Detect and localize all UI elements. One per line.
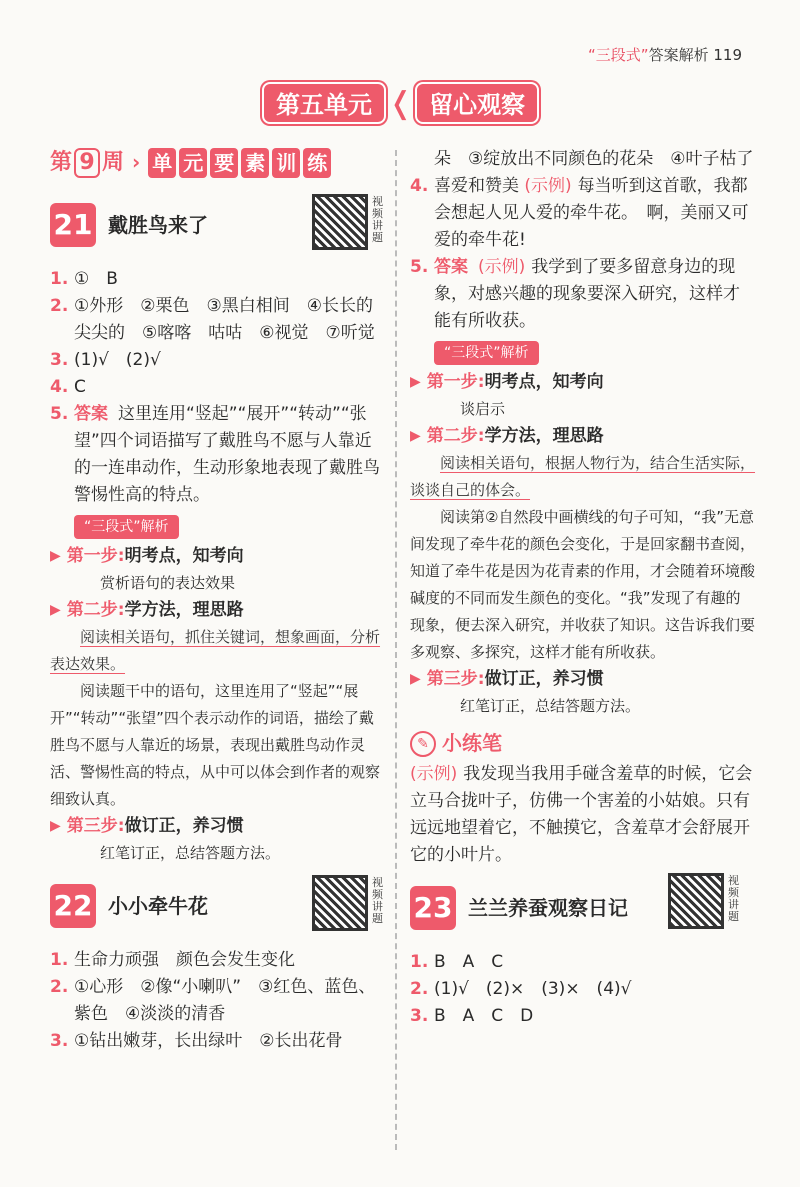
step-1: ▶ 第一步: 明考点，知考向 (410, 369, 755, 396)
page-number: 119 (713, 46, 742, 64)
answer-item: 5. 答案 这里连用“竖起”“展开”“转动”“张望”四个词语描写了戴胜鸟不愿与人靠近的一连串动作，生动形象地表现了戴胜鸟警惕性高的特点。 (50, 404, 380, 505)
step-2-analysis: 阅读第②自然段中画横线的句子可知，“我”无意间发现了牵牛花的颜色会变化，于是回家翻书查阅，知道了牵牛花是因为花青素的作用，才会随着环境酸碱度的不同而发生颜色的变化。“我”发现了有趣的现象，便去深入研究，并收获了知识。这告诉我们要多观察、多探究，这样才能有所收获。 (410, 508, 756, 661)
week-chip: 要 (210, 148, 238, 178)
answer-item: 3. (1)√ (2)√ (50, 350, 161, 370)
qr-label: 视频讲题 (372, 876, 383, 925)
unit-banner (262, 82, 539, 124)
week-chip: 素 (241, 148, 269, 178)
lesson-21-header (50, 190, 386, 260)
triangle-icon: ▶ (410, 374, 421, 390)
answer-item: 3. ①钻出嫩芽，长出绿叶 ②长出花骨 (50, 1031, 343, 1051)
lesson-number: 23 (410, 886, 456, 930)
lesson-number: 21 (50, 203, 96, 247)
qr-code-icon[interactable] (668, 873, 724, 929)
step-2-method: 阅读相关语句，抓住关键词，想象画面，分析表达效果。 (50, 628, 381, 673)
practice-text: (示例) 我发现当我用手碰含羞草的时候，它会立马合拢叶子，仿佛一个害羞的小姑娘。只有远远地望着它，不触摸它，含羞草才会舒展开它的小叶片。 (410, 764, 753, 865)
pen-icon: ✎ (410, 731, 436, 757)
qr-label: 视频讲题 (372, 195, 383, 244)
step-2: ▶ 第二步: 学方法，理思路 (50, 597, 386, 624)
answer-item: 1. B A C (410, 952, 504, 972)
triangle-icon: ▶ (410, 428, 421, 444)
week-label: 第 9 周 › (50, 148, 148, 178)
triangle-icon: ▶ (50, 602, 61, 618)
answer-item: 3. B A C D (410, 1006, 534, 1026)
qr-code-icon[interactable] (312, 875, 368, 931)
triangle-icon: ▶ (410, 671, 421, 687)
lesson-title: 小小牵牛花 (108, 893, 208, 918)
lesson-23-header (410, 873, 755, 943)
step-1-content: 赏析语句的表达效果 (100, 574, 236, 592)
step-3: ▶ 第三步: 做订正，养习惯 (410, 666, 755, 693)
column-divider (395, 150, 397, 1150)
step-1: ▶ 第一步: 明考点，知考向 (50, 543, 386, 570)
week-chip: 训 (272, 148, 300, 178)
triangle-icon: ▶ (50, 548, 61, 564)
step-3: ▶ 第三步: 做订正，养习惯 (50, 813, 386, 840)
answer-item: 2. (1)√ (2)× (3)× (4)√ (410, 979, 632, 999)
answer-item: 5. 答案 (示例) 我学到了要多留意身边的现象，对感兴趣的现象要深入研究，这样才能有所收获。 (410, 257, 740, 331)
step-3-content: 红笔订正，总结答题方法。 (100, 844, 281, 862)
step-2-method: 阅读相关语句，根据人物行为，结合生活实际，谈谈自己的体会。 (410, 454, 756, 499)
qr-code-icon[interactable] (312, 194, 368, 250)
answer-item: 4. C (50, 377, 86, 397)
answer-continuation: 朵 ③绽放出不同颜色的花朵 ④叶子枯了 (434, 149, 754, 169)
answer-item: 1. ① B (50, 269, 118, 289)
unit-chevron-icon: ❬ (388, 85, 414, 121)
week-row (50, 148, 386, 178)
unit-title: 第五单元 (262, 82, 386, 124)
page-header (588, 44, 742, 65)
lesson-title: 戴胜鸟来了 (108, 212, 208, 237)
lesson-number: 22 (50, 884, 96, 928)
qr-label: 视频讲题 (728, 874, 739, 923)
answer-item: 4. 喜爱和赞美 (示例) 每当听到这首歌，我都会想起人见人爱的牵牛花。 啊，美丽又可爱的牵牛花! (410, 176, 749, 250)
unit-name: 留心观察 (415, 82, 539, 124)
answer-item: 2. ①心形 ②像“小喇叭” ③红色、蓝色、紫色 ④淡淡的清香 (50, 977, 376, 1024)
week-chip: 练 (303, 148, 331, 178)
analysis-tag: “三段式”解析 (74, 515, 179, 539)
week-chip: 单 (148, 148, 176, 178)
answer-item: 2. ①外形 ②栗色 ③黑白相间 ④长长的 尖尖的 ⑤喀喀 咕咕 ⑥视觉 ⑦听觉 (50, 296, 390, 343)
lesson-title: 兰兰养蚕观察日记 (468, 895, 628, 920)
step-2-analysis: 阅读题干中的语句，这里连用了“竖起”“展开”“转动”“张望”四个表示动作的词语，描绘了戴胜鸟不愿与人靠近的场景，表现出戴胜鸟动作灵活、警惕性高的特点，从中可以体会到作者的观察细致认真。 (50, 682, 381, 808)
header-quote: “三段式” (588, 46, 649, 64)
right-column (410, 146, 755, 1030)
practice-header: ✎ 小练笔 (410, 730, 755, 757)
header-suffix: 答案解析 (648, 46, 709, 64)
step-3-content: 红笔订正，总结答题方法。 (460, 697, 641, 715)
triangle-icon: ▶ (50, 818, 61, 834)
week-arrow-icon: › (132, 150, 141, 174)
week-chip: 元 (179, 148, 207, 178)
analysis-tag: “三段式”解析 (434, 341, 539, 365)
answer-item: 1. 生命力顽强 颜色会发生变化 (50, 950, 295, 970)
step-1-content: 谈启示 (460, 400, 506, 418)
lesson-22-header (50, 871, 386, 941)
step-2: ▶ 第二步: 学方法，理思路 (410, 423, 755, 450)
left-column (50, 148, 390, 1055)
week-number: 9 (74, 148, 100, 178)
